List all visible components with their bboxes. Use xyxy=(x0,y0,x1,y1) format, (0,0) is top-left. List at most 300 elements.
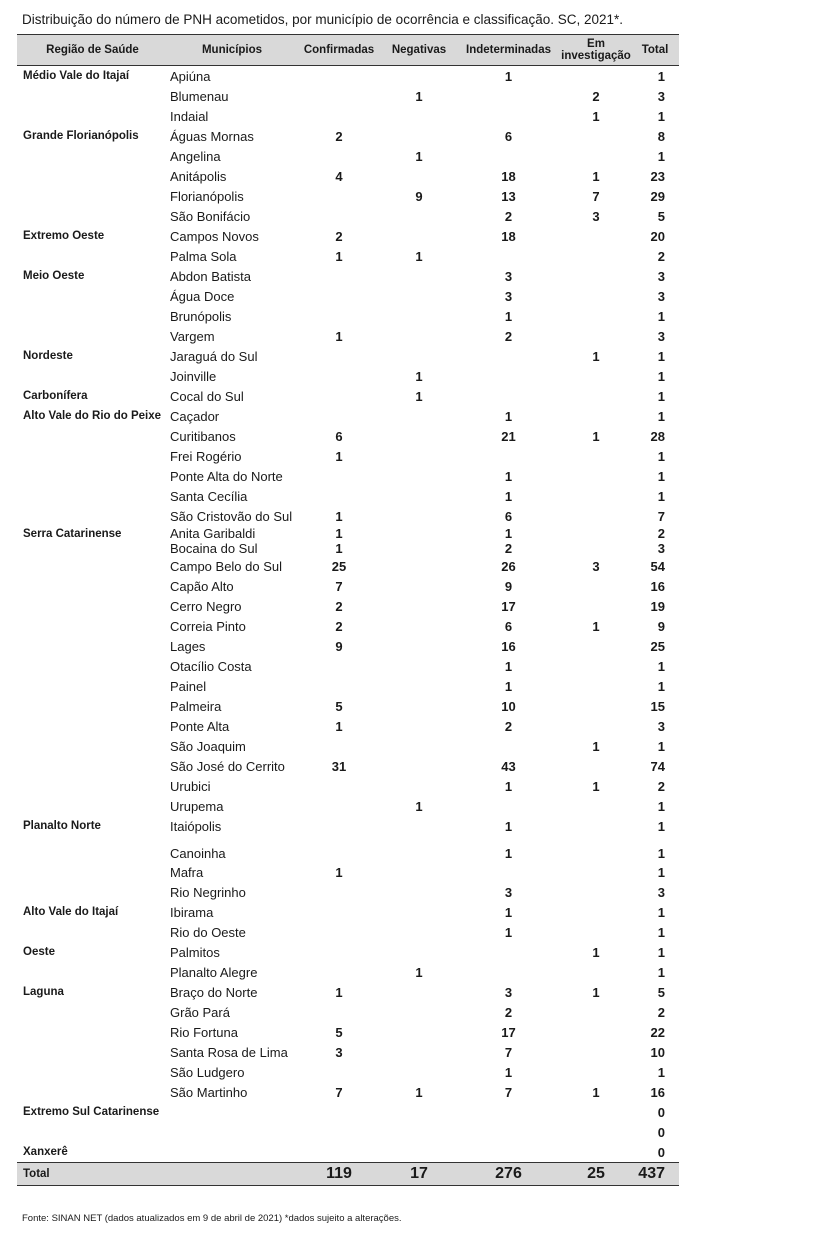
cell-municipio: São Bonifácio xyxy=(170,208,251,224)
cell-em-investigacao xyxy=(561,386,631,406)
table-row xyxy=(17,942,679,962)
cell-municipio: Itaiópolis xyxy=(170,818,222,834)
cell-confirmadas: 1 xyxy=(335,508,343,524)
cell-municipio: Jaraguá do Sul xyxy=(170,348,258,364)
cell-regiao: Oeste xyxy=(23,946,55,958)
cell-indeterminadas: 1 xyxy=(504,818,513,834)
cell-total: 19 xyxy=(650,598,665,614)
cell-total: 1 xyxy=(657,408,665,424)
cell-confirmadas xyxy=(296,776,382,796)
cell-confirmadas: 1 xyxy=(335,448,343,464)
cell-em-investigacao xyxy=(561,862,631,882)
cell-municipio: Mafra xyxy=(170,864,204,880)
table-row xyxy=(17,1062,679,1082)
cell-total: 5 xyxy=(657,984,665,1000)
table-row xyxy=(17,86,679,106)
cell-confirmadas: 9 xyxy=(335,638,343,654)
cell-indeterminadas: 1 xyxy=(504,778,513,794)
cell-em-investigacao: 1 xyxy=(592,738,600,754)
cell-regiao xyxy=(17,506,168,526)
cell-indeterminadas xyxy=(456,736,561,756)
header-municipios: Municípios xyxy=(168,35,296,66)
cell-em-investigacao xyxy=(561,902,631,922)
cell-indeterminadas: 6 xyxy=(504,508,513,524)
cell-municipio: Urupema xyxy=(170,798,224,814)
cell-municipio: Joinville xyxy=(170,368,217,384)
cell-confirmadas: 2 xyxy=(335,598,343,614)
cell-total: 1 xyxy=(657,944,665,960)
cell-indeterminadas xyxy=(456,366,561,386)
cell-total: 1 xyxy=(657,738,665,754)
cell-municipio xyxy=(168,1142,296,1163)
cell-regiao xyxy=(17,106,168,126)
cell-regiao xyxy=(17,556,168,576)
cell-negativas xyxy=(382,1002,456,1022)
cell-regiao xyxy=(17,676,168,696)
cell-confirmadas xyxy=(296,1102,382,1122)
cell-negativas: 1 xyxy=(415,88,423,104)
totals-total: 437 xyxy=(631,1163,679,1186)
cell-em-investigacao xyxy=(561,676,631,696)
cell-negativas xyxy=(382,1062,456,1082)
cell-negativas: 1 xyxy=(415,368,423,384)
table-row xyxy=(17,466,679,486)
table-row xyxy=(17,1102,679,1122)
cell-em-investigacao: 1 xyxy=(592,778,600,794)
table-row xyxy=(17,882,679,902)
cell-negativas xyxy=(382,66,456,87)
cell-regiao xyxy=(17,206,168,226)
table-row xyxy=(17,676,679,696)
totals-row xyxy=(17,1163,679,1186)
cell-confirmadas: 1 xyxy=(335,526,343,541)
table-row xyxy=(17,922,679,942)
cell-em-investigacao xyxy=(561,1142,631,1163)
cell-indeterminadas: 21 xyxy=(501,428,516,444)
cell-negativas xyxy=(382,406,456,426)
header-indeterminadas: Indeterminadas xyxy=(456,35,561,66)
cell-municipio: Palmeira xyxy=(170,698,222,714)
cell-confirmadas: 1 xyxy=(335,718,343,734)
cell-em-investigacao: 3 xyxy=(592,208,600,224)
cell-em-investigacao xyxy=(561,286,631,306)
cell-em-investigacao xyxy=(561,1102,631,1122)
cell-indeterminadas: 1 xyxy=(504,658,513,674)
cell-indeterminadas: 1 xyxy=(504,904,513,920)
cell-indeterminadas: 1 xyxy=(504,678,513,694)
table-row xyxy=(17,1142,679,1163)
table-row xyxy=(17,126,679,146)
table-row xyxy=(17,596,679,616)
cell-total: 1 xyxy=(657,818,665,834)
cell-indeterminadas xyxy=(456,796,561,816)
cell-regiao xyxy=(17,1122,168,1142)
cell-total: 8 xyxy=(657,128,665,144)
cell-negativas xyxy=(382,226,456,246)
cell-indeterminadas: 17 xyxy=(501,598,516,614)
cell-indeterminadas xyxy=(456,106,561,126)
cell-indeterminadas: 13 xyxy=(501,188,516,204)
cell-negativas xyxy=(382,636,456,656)
cell-em-investigacao: 2 xyxy=(592,88,600,104)
cell-indeterminadas xyxy=(456,346,561,366)
cell-em-investigacao xyxy=(561,636,631,656)
cell-municipio: Painel xyxy=(170,678,207,694)
table-row xyxy=(17,106,679,126)
cell-municipio: Bocaina do Sul xyxy=(170,541,258,556)
cell-negativas xyxy=(382,346,456,366)
cell-regiao xyxy=(17,756,168,776)
header-em-investigacao xyxy=(561,35,631,66)
cell-confirmadas: 4 xyxy=(335,168,343,184)
cell-regiao xyxy=(17,576,168,596)
cell-em-investigacao: 1 xyxy=(592,428,600,444)
cell-em-investigacao xyxy=(561,306,631,326)
cell-regiao xyxy=(17,246,168,266)
cell-total: 2 xyxy=(657,526,665,541)
cell-total: 1 xyxy=(657,388,665,404)
cell-regiao xyxy=(17,86,168,106)
cell-confirmadas xyxy=(296,146,382,166)
cell-negativas xyxy=(382,1042,456,1062)
data-table xyxy=(17,34,679,1186)
cell-confirmadas xyxy=(296,366,382,386)
cell-total: 1 xyxy=(657,368,665,384)
cell-confirmadas xyxy=(296,86,382,106)
cell-em-investigacao: 1 xyxy=(592,168,600,184)
table-row xyxy=(17,306,679,326)
cell-confirmadas xyxy=(296,206,382,226)
cell-negativas xyxy=(382,676,456,696)
cell-confirmadas: 1 xyxy=(335,541,343,556)
cell-confirmadas: 6 xyxy=(335,428,343,444)
cell-municipio: Braço do Norte xyxy=(170,984,258,1000)
cell-negativas xyxy=(382,541,456,556)
cell-total: 1 xyxy=(657,924,665,940)
cell-confirmadas xyxy=(296,736,382,756)
cell-em-investigacao xyxy=(561,541,631,556)
cell-regiao xyxy=(17,1062,168,1082)
cell-total: 5 xyxy=(657,208,665,224)
cell-municipio: Rio do Oeste xyxy=(170,924,246,940)
cell-municipio: Angelina xyxy=(170,148,221,164)
cell-negativas xyxy=(382,1102,456,1122)
cell-confirmadas: 1 xyxy=(335,248,343,264)
cell-indeterminadas: 1 xyxy=(504,468,513,484)
cell-municipio: Abdon Batista xyxy=(170,268,251,284)
table-row xyxy=(17,616,679,636)
table-row xyxy=(17,326,679,346)
cell-em-investigacao xyxy=(561,1062,631,1082)
cell-indeterminadas xyxy=(456,86,561,106)
table-row xyxy=(17,146,679,166)
cell-em-investigacao xyxy=(561,406,631,426)
table-row xyxy=(17,346,679,366)
cell-municipio: Blumenau xyxy=(170,88,229,104)
cell-total: 16 xyxy=(650,578,665,594)
cell-regiao xyxy=(17,736,168,756)
cell-negativas xyxy=(382,696,456,716)
cell-municipio: Santa Cecília xyxy=(170,488,248,504)
cell-total: 1 xyxy=(657,846,665,861)
cell-em-investigacao xyxy=(561,1022,631,1042)
source-footnote: Fonte: SINAN NET (dados atualizados em 9 de abril de 2021) *dados sujeito a alterações. xyxy=(22,1213,402,1224)
cell-municipio: São Ludgero xyxy=(170,1064,245,1080)
cell-indeterminadas xyxy=(456,1102,561,1122)
cell-confirmadas: 25 xyxy=(331,558,347,574)
totals-label: Total xyxy=(17,1163,168,1186)
table-row xyxy=(17,206,679,226)
cell-indeterminadas xyxy=(456,942,561,962)
cell-municipio: Águas Mornas xyxy=(170,128,254,144)
cell-negativas xyxy=(382,616,456,636)
cell-em-investigacao xyxy=(561,696,631,716)
cell-regiao: Extremo Sul Catarinense xyxy=(23,1106,160,1118)
cell-regiao: Xanxerê xyxy=(23,1146,68,1158)
cell-municipio: Canoinha xyxy=(170,846,226,861)
cell-municipio: Cerro Negro xyxy=(170,598,242,614)
cell-total: 1 xyxy=(657,488,665,504)
cell-em-investigacao xyxy=(561,126,631,146)
cell-total: 3 xyxy=(657,541,665,556)
header-row xyxy=(17,35,679,66)
table-row xyxy=(17,541,679,556)
cell-negativas xyxy=(382,776,456,796)
cell-negativas xyxy=(382,286,456,306)
cell-regiao xyxy=(17,146,168,166)
table-row xyxy=(17,186,679,206)
cell-total: 1 xyxy=(657,108,665,124)
cell-confirmadas: 31 xyxy=(331,758,347,774)
totals-municipio-cell xyxy=(168,1163,296,1186)
cell-total: 1 xyxy=(657,348,665,364)
cell-negativas xyxy=(382,526,456,541)
cell-em-investigacao: 1 xyxy=(592,348,600,364)
cell-negativas: 1 xyxy=(415,798,423,814)
cell-regiao xyxy=(17,776,168,796)
cell-regiao: Médio Vale do Itajaí xyxy=(23,70,130,82)
cell-negativas: 1 xyxy=(415,964,423,980)
cell-indeterminadas: 3 xyxy=(504,268,513,284)
cell-confirmadas xyxy=(296,796,382,816)
cell-negativas xyxy=(382,486,456,506)
cell-municipio: Ibirama xyxy=(170,904,214,920)
cell-em-investigacao xyxy=(561,226,631,246)
table-row xyxy=(17,556,679,576)
cell-total: 3 xyxy=(657,268,665,284)
cell-em-investigacao xyxy=(561,466,631,486)
cell-regiao xyxy=(17,466,168,486)
cell-total: 3 xyxy=(657,288,665,304)
cell-total: 1 xyxy=(657,468,665,484)
cell-total: 7 xyxy=(657,508,665,524)
cell-negativas xyxy=(382,306,456,326)
cell-regiao: Serra Catarinense xyxy=(23,527,122,540)
cell-municipio: Água Doce xyxy=(170,288,235,304)
cell-total: 1 xyxy=(657,904,665,920)
cell-regiao xyxy=(17,1022,168,1042)
cell-municipio: Curitibanos xyxy=(170,428,236,444)
cell-regiao: Grande Florianópolis xyxy=(23,130,139,142)
cell-negativas xyxy=(382,126,456,146)
cell-em-investigacao xyxy=(561,796,631,816)
table-row xyxy=(17,246,679,266)
cell-negativas xyxy=(382,1122,456,1142)
cell-confirmadas xyxy=(296,942,382,962)
cell-indeterminadas xyxy=(456,1122,561,1142)
cell-negativas: 9 xyxy=(415,188,423,204)
cell-indeterminadas: 2 xyxy=(504,1004,513,1020)
cell-indeterminadas: 43 xyxy=(501,758,516,774)
cell-confirmadas xyxy=(296,486,382,506)
cell-negativas: 1 xyxy=(415,148,423,164)
cell-regiao xyxy=(17,366,168,386)
cell-regiao xyxy=(17,1002,168,1022)
cell-confirmadas xyxy=(296,186,382,206)
cell-negativas xyxy=(382,902,456,922)
table-row xyxy=(17,406,679,426)
cell-em-investigacao xyxy=(561,962,631,982)
table-row xyxy=(17,366,679,386)
cell-municipio: Lages xyxy=(170,638,206,654)
cell-em-investigacao xyxy=(561,816,631,836)
cell-municipio: Indaial xyxy=(170,108,209,124)
cell-regiao xyxy=(17,656,168,676)
header-confirmadas: Confirmadas xyxy=(296,35,382,66)
cell-negativas xyxy=(382,1142,456,1163)
cell-municipio: Correia Pinto xyxy=(170,618,246,634)
cell-confirmadas: 7 xyxy=(335,578,343,594)
table-row xyxy=(17,902,679,922)
table-row xyxy=(17,1122,679,1142)
cell-em-investigacao xyxy=(561,836,631,862)
cell-regiao: Extremo Oeste xyxy=(23,230,105,242)
cell-total: 0 xyxy=(657,1104,665,1120)
cell-negativas xyxy=(382,556,456,576)
table-row xyxy=(17,982,679,1002)
cell-negativas xyxy=(382,266,456,286)
cell-em-investigacao xyxy=(561,596,631,616)
cell-negativas xyxy=(382,882,456,902)
cell-municipio: Palma Sola xyxy=(170,248,237,264)
totals-em-investigacao: 25 xyxy=(561,1163,631,1186)
cell-indeterminadas: 3 xyxy=(504,884,513,900)
cell-regiao xyxy=(17,796,168,816)
cell-em-investigacao xyxy=(561,526,631,541)
cell-total: 25 xyxy=(650,638,665,654)
table-row xyxy=(17,796,679,816)
cell-regiao xyxy=(17,882,168,902)
cell-total: 1 xyxy=(657,864,665,880)
header-negativas: Negativas xyxy=(382,35,456,66)
cell-total: 9 xyxy=(657,618,665,634)
cell-negativas xyxy=(382,862,456,882)
cell-negativas xyxy=(382,576,456,596)
cell-negativas xyxy=(382,596,456,616)
cell-em-investigacao xyxy=(561,1002,631,1022)
table-row xyxy=(17,446,679,466)
cell-negativas xyxy=(382,506,456,526)
cell-em-investigacao xyxy=(561,922,631,942)
cell-negativas xyxy=(382,816,456,836)
cell-total: 2 xyxy=(657,1004,665,1020)
cell-confirmadas xyxy=(296,466,382,486)
cell-em-investigacao xyxy=(561,576,631,596)
cell-indeterminadas xyxy=(456,246,561,266)
cell-em-investigacao xyxy=(561,1122,631,1142)
cell-regiao: Carbonífera xyxy=(23,390,88,402)
cell-total: 54 xyxy=(650,558,665,574)
cell-total: 23 xyxy=(650,168,665,184)
cell-municipio: Ponte Alta xyxy=(170,718,230,734)
cell-em-investigacao xyxy=(561,716,631,736)
cell-indeterminadas: 10 xyxy=(501,698,516,714)
cell-indeterminadas: 9 xyxy=(504,578,513,594)
cell-municipio: Caçador xyxy=(170,408,220,424)
table-row xyxy=(17,862,679,882)
cell-regiao xyxy=(17,541,168,556)
cell-negativas xyxy=(382,166,456,186)
cell-regiao: Meio Oeste xyxy=(23,270,85,282)
table-caption: Distribuição do número de PNH acometidos, por município de ocorrência e classificação. SC, 2021*. xyxy=(22,12,624,27)
cell-indeterminadas: 1 xyxy=(504,526,513,541)
cell-confirmadas: 1 xyxy=(335,864,343,880)
cell-total: 1 xyxy=(657,448,665,464)
cell-confirmadas: 2 xyxy=(335,128,343,144)
cell-regiao xyxy=(17,696,168,716)
cell-negativas xyxy=(382,836,456,862)
table-row xyxy=(17,776,679,796)
table-row xyxy=(17,386,679,406)
cell-municipio: Vargem xyxy=(170,328,215,344)
cell-total: 3 xyxy=(657,718,665,734)
cell-municipio: Rio Negrinho xyxy=(170,884,246,900)
cell-confirmadas xyxy=(296,902,382,922)
cell-em-investigacao xyxy=(561,486,631,506)
cell-negativas xyxy=(382,446,456,466)
cell-indeterminadas: 17 xyxy=(501,1024,516,1040)
cell-total: 16 xyxy=(650,1084,665,1100)
cell-confirmadas xyxy=(296,676,382,696)
cell-total: 0 xyxy=(657,1124,665,1140)
cell-municipio: Cocal do Sul xyxy=(170,388,244,404)
cell-confirmadas xyxy=(296,1002,382,1022)
cell-confirmadas: 7 xyxy=(335,1084,343,1100)
cell-em-investigacao xyxy=(561,246,631,266)
cell-regiao xyxy=(17,486,168,506)
cell-total: 2 xyxy=(657,778,665,794)
cell-confirmadas xyxy=(296,106,382,126)
cell-em-investigacao xyxy=(561,1042,631,1062)
cell-total: 1 xyxy=(657,964,665,980)
table-row xyxy=(17,1082,679,1102)
cell-em-investigacao xyxy=(561,66,631,87)
cell-municipio: Ponte Alta do Norte xyxy=(170,468,283,484)
cell-regiao xyxy=(17,836,168,862)
cell-municipio: Campos Novos xyxy=(170,228,259,244)
cell-em-investigacao xyxy=(561,446,631,466)
cell-total: 1 xyxy=(657,678,665,694)
cell-em-investigacao xyxy=(561,366,631,386)
cell-total: 3 xyxy=(657,884,665,900)
cell-municipio: Capão Alto xyxy=(170,578,234,594)
cell-em-investigacao xyxy=(561,882,631,902)
cell-negativas xyxy=(382,922,456,942)
cell-regiao: Laguna xyxy=(23,986,64,998)
cell-indeterminadas: 1 xyxy=(504,846,513,861)
cell-indeterminadas: 3 xyxy=(504,288,513,304)
cell-negativas: 1 xyxy=(415,1084,423,1100)
